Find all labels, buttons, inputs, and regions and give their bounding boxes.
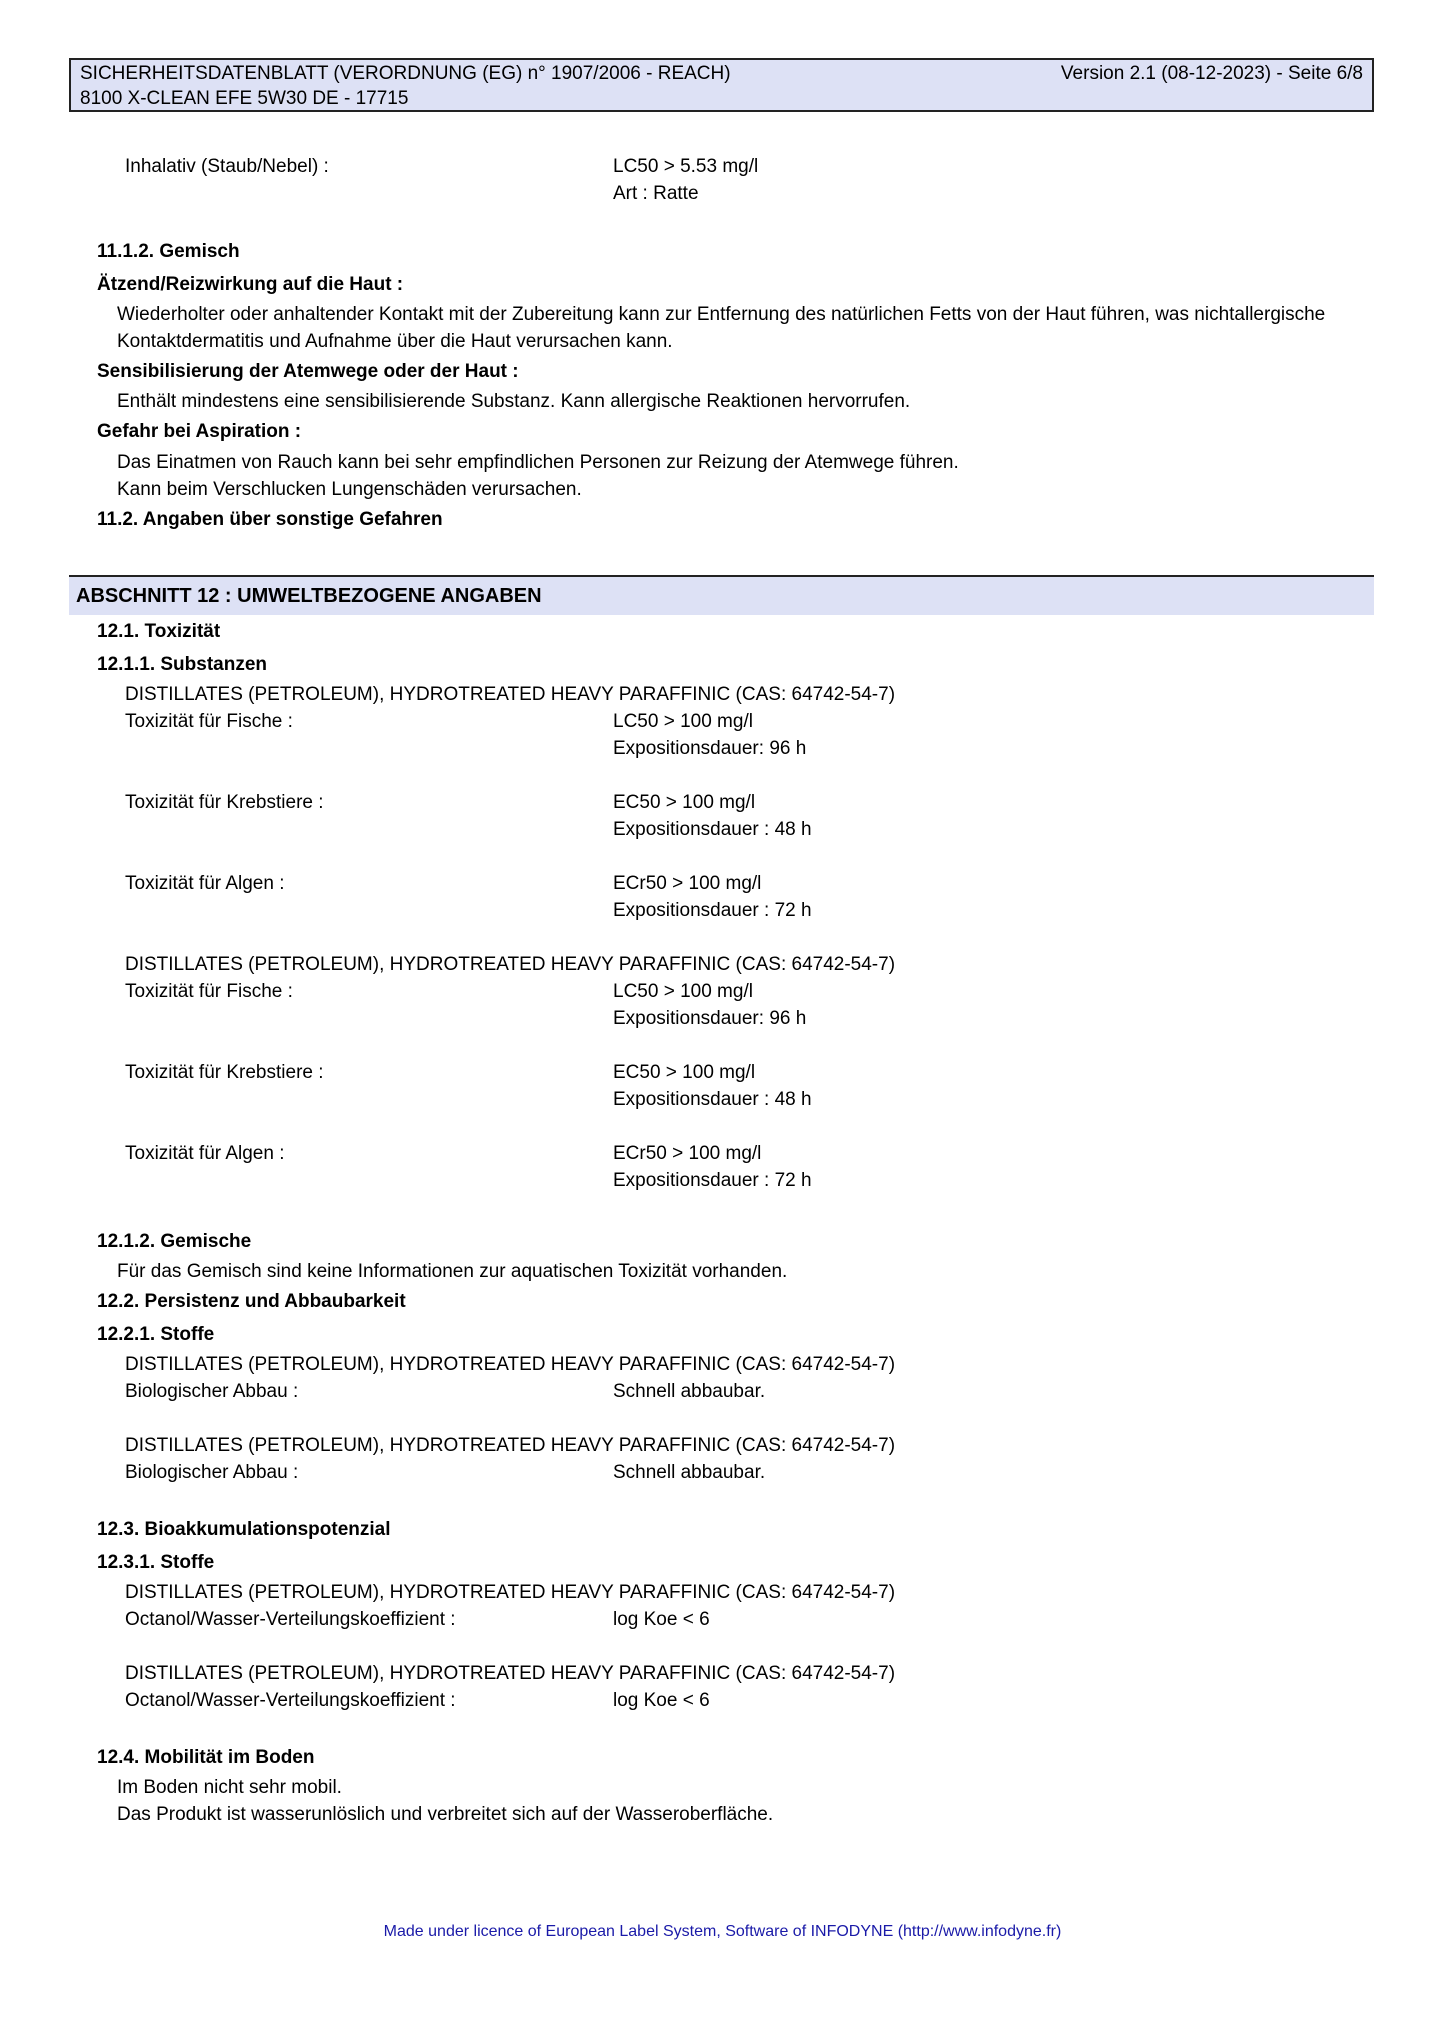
crustacean-toxicity-duration: Expositionsdauer : 48 h: [613, 819, 812, 840]
biodegradation-value: Schnell abbaubar.: [613, 1462, 766, 1483]
partition-coefficient-label: Octanol/Wasser-Verteilungskoeffizient :: [125, 1609, 456, 1630]
sensitization-heading: Sensibilisierung der Atemwege oder der Haut :: [97, 361, 519, 382]
substance-name: DISTILLATES (PETROLEUM), HYDROTREATED HEAVY PARAFFINIC (CAS: 64742-54-7): [125, 1582, 896, 1603]
skin-heading: Ätzend/Reizwirkung auf die Haut :: [97, 274, 404, 295]
biodegradation-value: Schnell abbaubar.: [613, 1381, 766, 1402]
crustacean-toxicity-duration: Expositionsdauer : 48 h: [613, 1089, 812, 1110]
skin-text-line1: Wiederholter oder anhaltender Kontakt mit der Zubereitung kann zur Entfernung des natürlichen Fetts von der Haut führen, was nichtallergische: [117, 304, 1326, 325]
heading-12-4: 12.4. Mobilität im Boden: [97, 1747, 315, 1768]
heading-11-2: 11.2. Angaben über sonstige Gefahren: [97, 509, 443, 530]
heading-12-2: 12.2. Persistenz und Abbaubarkeit: [97, 1291, 406, 1312]
crustacean-toxicity-value: EC50 > 100 mg/l: [613, 1062, 756, 1083]
substance-name: DISTILLATES (PETROLEUM), HYDROTREATED HEAVY PARAFFINIC (CAS: 64742-54-7): [125, 1663, 896, 1684]
algae-toxicity-duration: Expositionsdauer : 72 h: [613, 1170, 812, 1191]
aspiration-text-line1: Das Einatmen von Rauch kann bei sehr empfindlichen Personen zur Reizung der Atemwege führen.: [117, 452, 959, 473]
document-title: SICHERHEITSDATENBLATT (VERORDNUNG (EG) n° 1907/2006 - REACH): [80, 63, 731, 84]
crustacean-toxicity-value: EC50 > 100 mg/l: [613, 792, 756, 813]
heading-12-3-1: 12.3.1. Stoffe: [97, 1552, 215, 1573]
crustacean-toxicity-label: Toxizität für Krebstiere :: [125, 792, 324, 813]
skin-text-line2: Kontaktdermatitis und Aufnahme über die Haut verursachen kann.: [117, 331, 673, 352]
inhalation-value: LC50 > 5.53 mg/l: [613, 156, 759, 177]
heading-12-1-2: 12.1.2. Gemische: [97, 1231, 252, 1252]
heading-12-1: 12.1. Toxizität: [97, 621, 221, 642]
fish-toxicity-value: LC50 > 100 mg/l: [613, 981, 753, 1002]
fish-toxicity-label: Toxizität für Fische :: [125, 981, 293, 1002]
mobility-text-line1: Im Boden nicht sehr mobil.: [117, 1777, 342, 1798]
partition-coefficient-value: log Koe < 6: [613, 1690, 710, 1711]
footer-licence: Made under licence of European Label System, Software of INFODYNE (http://www.infodyne.fr): [383, 1923, 1062, 1940]
aspiration-heading: Gefahr bei Aspiration :: [97, 421, 302, 442]
sensitization-text: Enthält mindestens eine sensibilisierende Substanz. Kann allergische Reaktionen hervorrufen.: [117, 391, 911, 412]
aspiration-text-line2: Kann beim Verschlucken Lungenschäden verursachen.: [117, 479, 582, 500]
fish-toxicity-label: Toxizität für Fische :: [125, 711, 293, 732]
partition-coefficient-label: Octanol/Wasser-Verteilungskoeffizient :: [125, 1690, 456, 1711]
heading-12-1-1: 12.1.1. Substanzen: [97, 654, 268, 675]
mixture-toxicity-text: Für das Gemisch sind keine Informationen zur aquatischen Toxizität vorhanden.: [117, 1261, 788, 1282]
partition-coefficient-value: log Koe < 6: [613, 1609, 710, 1630]
inhalation-species: Art : Ratte: [613, 183, 699, 204]
version-page-info: Version 2.1 (08-12-2023) - Seite 6/8: [1060, 63, 1363, 84]
biodegradation-label: Biologischer Abbau :: [125, 1381, 299, 1402]
biodegradation-label: Biologischer Abbau :: [125, 1462, 299, 1483]
algae-toxicity-value: ECr50 > 100 mg/l: [613, 873, 762, 894]
crustacean-toxicity-label: Toxizität für Krebstiere :: [125, 1062, 324, 1083]
fish-toxicity-duration: Expositionsdauer: 96 h: [613, 1008, 807, 1029]
algae-toxicity-label: Toxizität für Algen :: [125, 873, 285, 894]
inhalation-label: Inhalativ (Staub/Nebel) :: [125, 156, 329, 177]
substance-name: DISTILLATES (PETROLEUM), HYDROTREATED HEAVY PARAFFINIC (CAS: 64742-54-7): [125, 684, 896, 705]
substance-name: DISTILLATES (PETROLEUM), HYDROTREATED HEAVY PARAFFINIC (CAS: 64742-54-7): [125, 954, 896, 975]
section-12-title: ABSCHNITT 12 : UMWELTBEZOGENE ANGABEN: [69, 575, 1374, 615]
algae-toxicity-label: Toxizität für Algen :: [125, 1143, 285, 1164]
mobility-text-line2: Das Produkt ist wasserunlöslich und verbreitet sich auf der Wasseroberfläche.: [117, 1804, 774, 1825]
fish-toxicity-duration: Expositionsdauer: 96 h: [613, 738, 807, 759]
heading-11-1-2: 11.1.2. Gemisch: [97, 241, 240, 262]
substance-name: DISTILLATES (PETROLEUM), HYDROTREATED HEAVY PARAFFINIC (CAS: 64742-54-7): [125, 1354, 896, 1375]
fish-toxicity-value: LC50 > 100 mg/l: [613, 711, 753, 732]
algae-toxicity-value: ECr50 > 100 mg/l: [613, 1143, 762, 1164]
product-name: 8100 X-CLEAN EFE 5W30 DE - 17715: [80, 88, 409, 109]
heading-12-2-1: 12.2.1. Stoffe: [97, 1324, 215, 1345]
substance-name: DISTILLATES (PETROLEUM), HYDROTREATED HEAVY PARAFFINIC (CAS: 64742-54-7): [125, 1435, 896, 1456]
algae-toxicity-duration: Expositionsdauer : 72 h: [613, 900, 812, 921]
document-header: [69, 58, 1374, 112]
heading-12-3: 12.3. Bioakkumulationspotenzial: [97, 1519, 391, 1540]
